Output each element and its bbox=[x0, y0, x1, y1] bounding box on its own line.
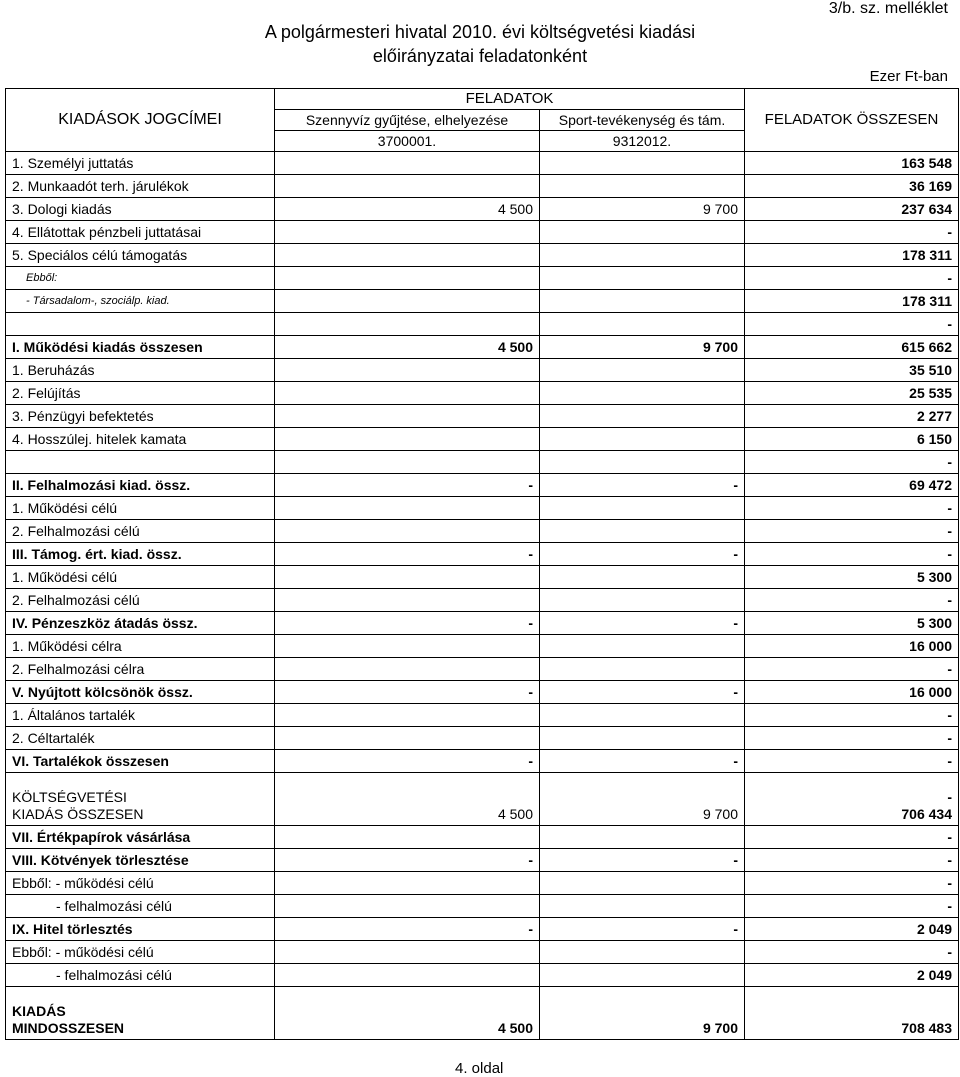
table-row-grand-total: KIADÁS MINDOSSZESEN 4 500 9 700 708 483 bbox=[6, 987, 959, 1040]
table-row: 3. Dologi kiadás 4 500 9 700 237 634 bbox=[6, 198, 959, 221]
table-row: 1. Működési célú 5 300 bbox=[6, 566, 959, 589]
table-row-subtotal: V. Nyújtott kölcsönök össz. - - 16 000 bbox=[6, 681, 959, 704]
table-row: 1. Beruházás 35 510 bbox=[6, 359, 959, 382]
table-row-subtotal: I. Működési kiadás összesen 4 500 9 700 615 662 bbox=[6, 336, 959, 359]
row-label: - felhalmozási célú bbox=[6, 964, 275, 987]
row-label: 1. Működési célú bbox=[6, 566, 275, 589]
table-row: - bbox=[6, 313, 959, 336]
row-label bbox=[6, 313, 275, 336]
title-line-1: A polgármesteri hivatal 2010. évi költségvetési kiadási bbox=[264, 22, 696, 42]
appendix-reference: 3/b. sz. melléklet bbox=[828, 0, 948, 17]
row-label: VII. Értékpapírok vásárlása bbox=[6, 826, 275, 849]
row-label: 2. Felhalmozási célra bbox=[6, 658, 275, 681]
header-task-2: Sport-tevékenység és tám. bbox=[540, 110, 745, 131]
row-label: 1. Működési célú bbox=[6, 497, 275, 520]
table-row: 1. Személyi juttatás 163 548 bbox=[6, 152, 959, 175]
table-row-subtotal: IX. Hitel törlesztés - - 2 049 bbox=[6, 918, 959, 941]
table-row: - Társadalom-, szociálp. kiad. 178 311 bbox=[6, 290, 959, 313]
row-label bbox=[6, 987, 275, 1040]
header-jogcim: KIADÁSOK JOGCÍMEI bbox=[6, 89, 275, 152]
table-row-subtotal: II. Felhalmozási kiad. össz. - - 69 472 bbox=[6, 474, 959, 497]
table-row: 2. Munkaadót terh. járulékok 36 169 bbox=[6, 175, 959, 198]
table-row-subtotal: VI. Tartalékok összesen - - - bbox=[6, 750, 959, 773]
row-label bbox=[6, 773, 275, 826]
total-value: 706 434 bbox=[901, 806, 952, 822]
row-label: 5. Speciálos célú támogatás bbox=[6, 244, 275, 267]
table-row-subtotal: IV. Pénzeszköz átadás össz. - - 5 300 bbox=[6, 612, 959, 635]
title-line-2: előirányzatai feladatonként bbox=[372, 46, 588, 66]
document-title bbox=[200, 20, 760, 68]
table-row: - felhalmozási célú 2 049 bbox=[6, 964, 959, 987]
table-row: Ebből: - bbox=[6, 267, 959, 290]
table-row: 1. Általános tartalék - bbox=[6, 704, 959, 727]
row-label: Ebből: - működési célú bbox=[6, 941, 275, 964]
row-label: 3. Dologi kiadás bbox=[6, 198, 275, 221]
header-feladatok: FELADATOK bbox=[275, 89, 745, 110]
row-label: 1. Működési célra bbox=[6, 635, 275, 658]
row-label: III. Támog. ért. kiad. össz. bbox=[6, 543, 275, 566]
table-row: - bbox=[6, 451, 959, 474]
table-row: 4. Ellátottak pénzbeli juttatásai - bbox=[6, 221, 959, 244]
row-label: 2. Munkaadót terh. járulékok bbox=[6, 175, 275, 198]
row-label bbox=[6, 451, 275, 474]
row-label: Ebből: - működési célú bbox=[6, 872, 275, 895]
row-label-line-2: KIADÁS ÖSSZESEN bbox=[12, 806, 144, 822]
table-row: Ebből: - működési célú - bbox=[6, 872, 959, 895]
row-label: 4. Hosszúlej. hitelek kamata bbox=[6, 428, 275, 451]
row-label: VIII. Kötvények törlesztése bbox=[6, 849, 275, 872]
page-number: 4. oldal bbox=[455, 1060, 504, 1077]
table-row: - felhalmozási célú - bbox=[6, 895, 959, 918]
header-code-1: 3700001. bbox=[275, 131, 540, 152]
table-row: 2. Felhalmozási célú - bbox=[6, 589, 959, 612]
header-total: FELADATOK ÖSSZESEN bbox=[745, 89, 959, 152]
row-label: - felhalmozási célú bbox=[6, 895, 275, 918]
table-row-subtotal: VIII. Kötvények törlesztése - - - bbox=[6, 849, 959, 872]
table-row-subtotal: III. Támog. ért. kiad. össz. - - - bbox=[6, 543, 959, 566]
row-label: 2. Céltartalék bbox=[6, 727, 275, 750]
row-label: 1. Személyi juttatás bbox=[6, 152, 275, 175]
unit-label: Ezer Ft-ban bbox=[869, 68, 948, 85]
table-row: 5. Speciálos célú támogatás 178 311 bbox=[6, 244, 959, 267]
row-label: VI. Tartalékok összesen bbox=[6, 750, 275, 773]
row-label: V. Nyújtott kölcsönök össz. bbox=[6, 681, 275, 704]
row-label-line-1: KIADÁS bbox=[12, 1003, 66, 1019]
table-row: 3. Pénzügyi befektetés 2 277 bbox=[6, 405, 959, 428]
row-label: 1. Általános tartalék bbox=[6, 704, 275, 727]
table-row: VII. Értékpapírok vásárlása - bbox=[6, 826, 959, 849]
row-label: I. Működési kiadás összesen bbox=[6, 336, 275, 359]
row-label: IV. Pénzeszköz átadás össz. bbox=[6, 612, 275, 635]
row-label: 2. Felhalmozási célú bbox=[6, 589, 275, 612]
table-row: 1. Működési célra 16 000 bbox=[6, 635, 959, 658]
row-label: 1. Beruházás bbox=[6, 359, 275, 382]
row-label-line-1: KÖLTSÉGVETÉSI bbox=[12, 789, 127, 805]
row-label: - Társadalom-, szociálp. kiad. bbox=[6, 290, 275, 313]
header-task-1: Szennyvíz gyűjtése, elhelyezése bbox=[275, 110, 540, 131]
dash-marker: - bbox=[947, 789, 952, 805]
row-label: II. Felhalmozási kiad. össz. bbox=[6, 474, 275, 497]
table-row-budget-total: KÖLTSÉGVETÉSI KIADÁS ÖSSZESEN 4 500 9 700 - 706 434 bbox=[6, 773, 959, 826]
table-row: Ebből: - működési célú - bbox=[6, 941, 959, 964]
row-label: 3. Pénzügyi befektetés bbox=[6, 405, 275, 428]
budget-table bbox=[5, 88, 959, 1040]
row-label: Ebből: bbox=[6, 267, 275, 290]
row-label-line-2: MINDOSSZESEN bbox=[12, 1020, 125, 1036]
table-row: 2. Felhalmozási célú - bbox=[6, 520, 959, 543]
table-row: 2. Felújítás 25 535 bbox=[6, 382, 959, 405]
table-row: 2. Felhalmozási célra - bbox=[6, 658, 959, 681]
row-label: 4. Ellátottak pénzbeli juttatásai bbox=[6, 221, 275, 244]
row-label: 2. Felújítás bbox=[6, 382, 275, 405]
table-row: 4. Hosszúlej. hitelek kamata 6 150 bbox=[6, 428, 959, 451]
table-row: 2. Céltartalék - bbox=[6, 727, 959, 750]
row-label: 2. Felhalmozási célú bbox=[6, 520, 275, 543]
table-row: 1. Működési célú - bbox=[6, 497, 959, 520]
header-code-2: 9312012. bbox=[540, 131, 745, 152]
row-label: IX. Hitel törlesztés bbox=[6, 918, 275, 941]
